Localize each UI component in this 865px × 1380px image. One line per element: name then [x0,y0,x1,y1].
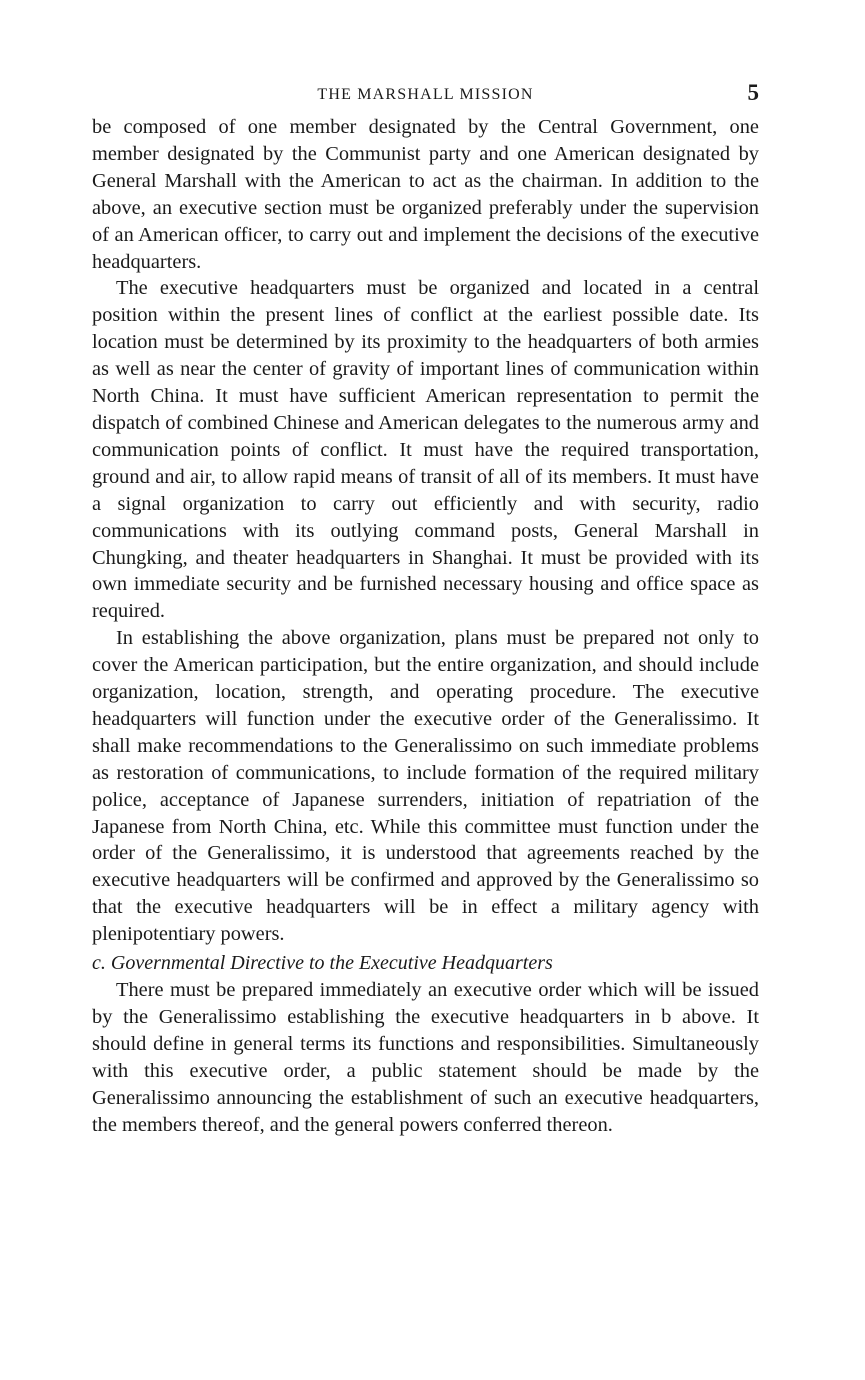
paragraph-executive-order: There must be prepared immediately an executive order which will be issued by the Generalissimo establishing the executive headquarters in b above. It should define in general terms its functions and responsibilities. Simultaneously with this executive order, a public statement should be made by the Generalissimo announcing the establishment of such an executive headquarters, the members thereof, and the general powers conferred thereon. [92,979,759,1136]
paragraph-executive-headquarters: The executive headquarters must be organized and located in a central position within the present lines of conflict at the earliest possible date. Its location must be determined by its proximity to the headquarters of both armies as well as near the center of gravity of important lines of communication within North China. It must have sufficient American representation to permit the dispatch of combined Chinese and American delegates to the numerous army and communication points of conflict. It must have the required transportation, ground and air, to allow rapid means of transit of all of its members. It must have a signal organization to carry out efficiently and with security, radio communications with its outlying command posts, General Marshall in Chungking, and theater headquarters in Shanghai. It must be provided with its own immediate security and be furnished necessary housing and office space as required. [92,277,759,623]
page-number: 5 [747,80,759,105]
running-title: THE MARSHALL MISSION [317,86,534,103]
running-header [92,80,759,114]
paragraph-continued: be composed of one member designated by the Central Government, one member designated by the Communist party and one American designated by General Marshall with the American to act as the chairman. In addition to the above, an executive section must be organized preferably under the supervision of an American officer, to carry out and implement the decisions of the executive headquarters. [92,116,759,273]
section-c-heading: c. Governmental Directive to the Executive Headquarters [92,952,553,975]
paragraph-organization-plans: In establishing the above organization, plans must be prepared not only to cover the American participation, but the entire organization, and should include organization, location, strength, and operating procedure. The executive headquarters will function under the executive order of the Generalissimo. It shall make recommendations to the Generalissimo on such immediate problems as restoration of communications, to include formation of the required military police, acceptance of Japanese surrenders, initiation of repatriation of the Japanese from North China, etc. While this committee must function under the order of the Generalissimo, it is understood that agreements reached by the executive headquarters will be confirmed and approved by the Generalissimo so that the executive headquarters will be in effect a military agency with plenipotentiary powers. [92,627,759,946]
document-page [92,80,759,1139]
